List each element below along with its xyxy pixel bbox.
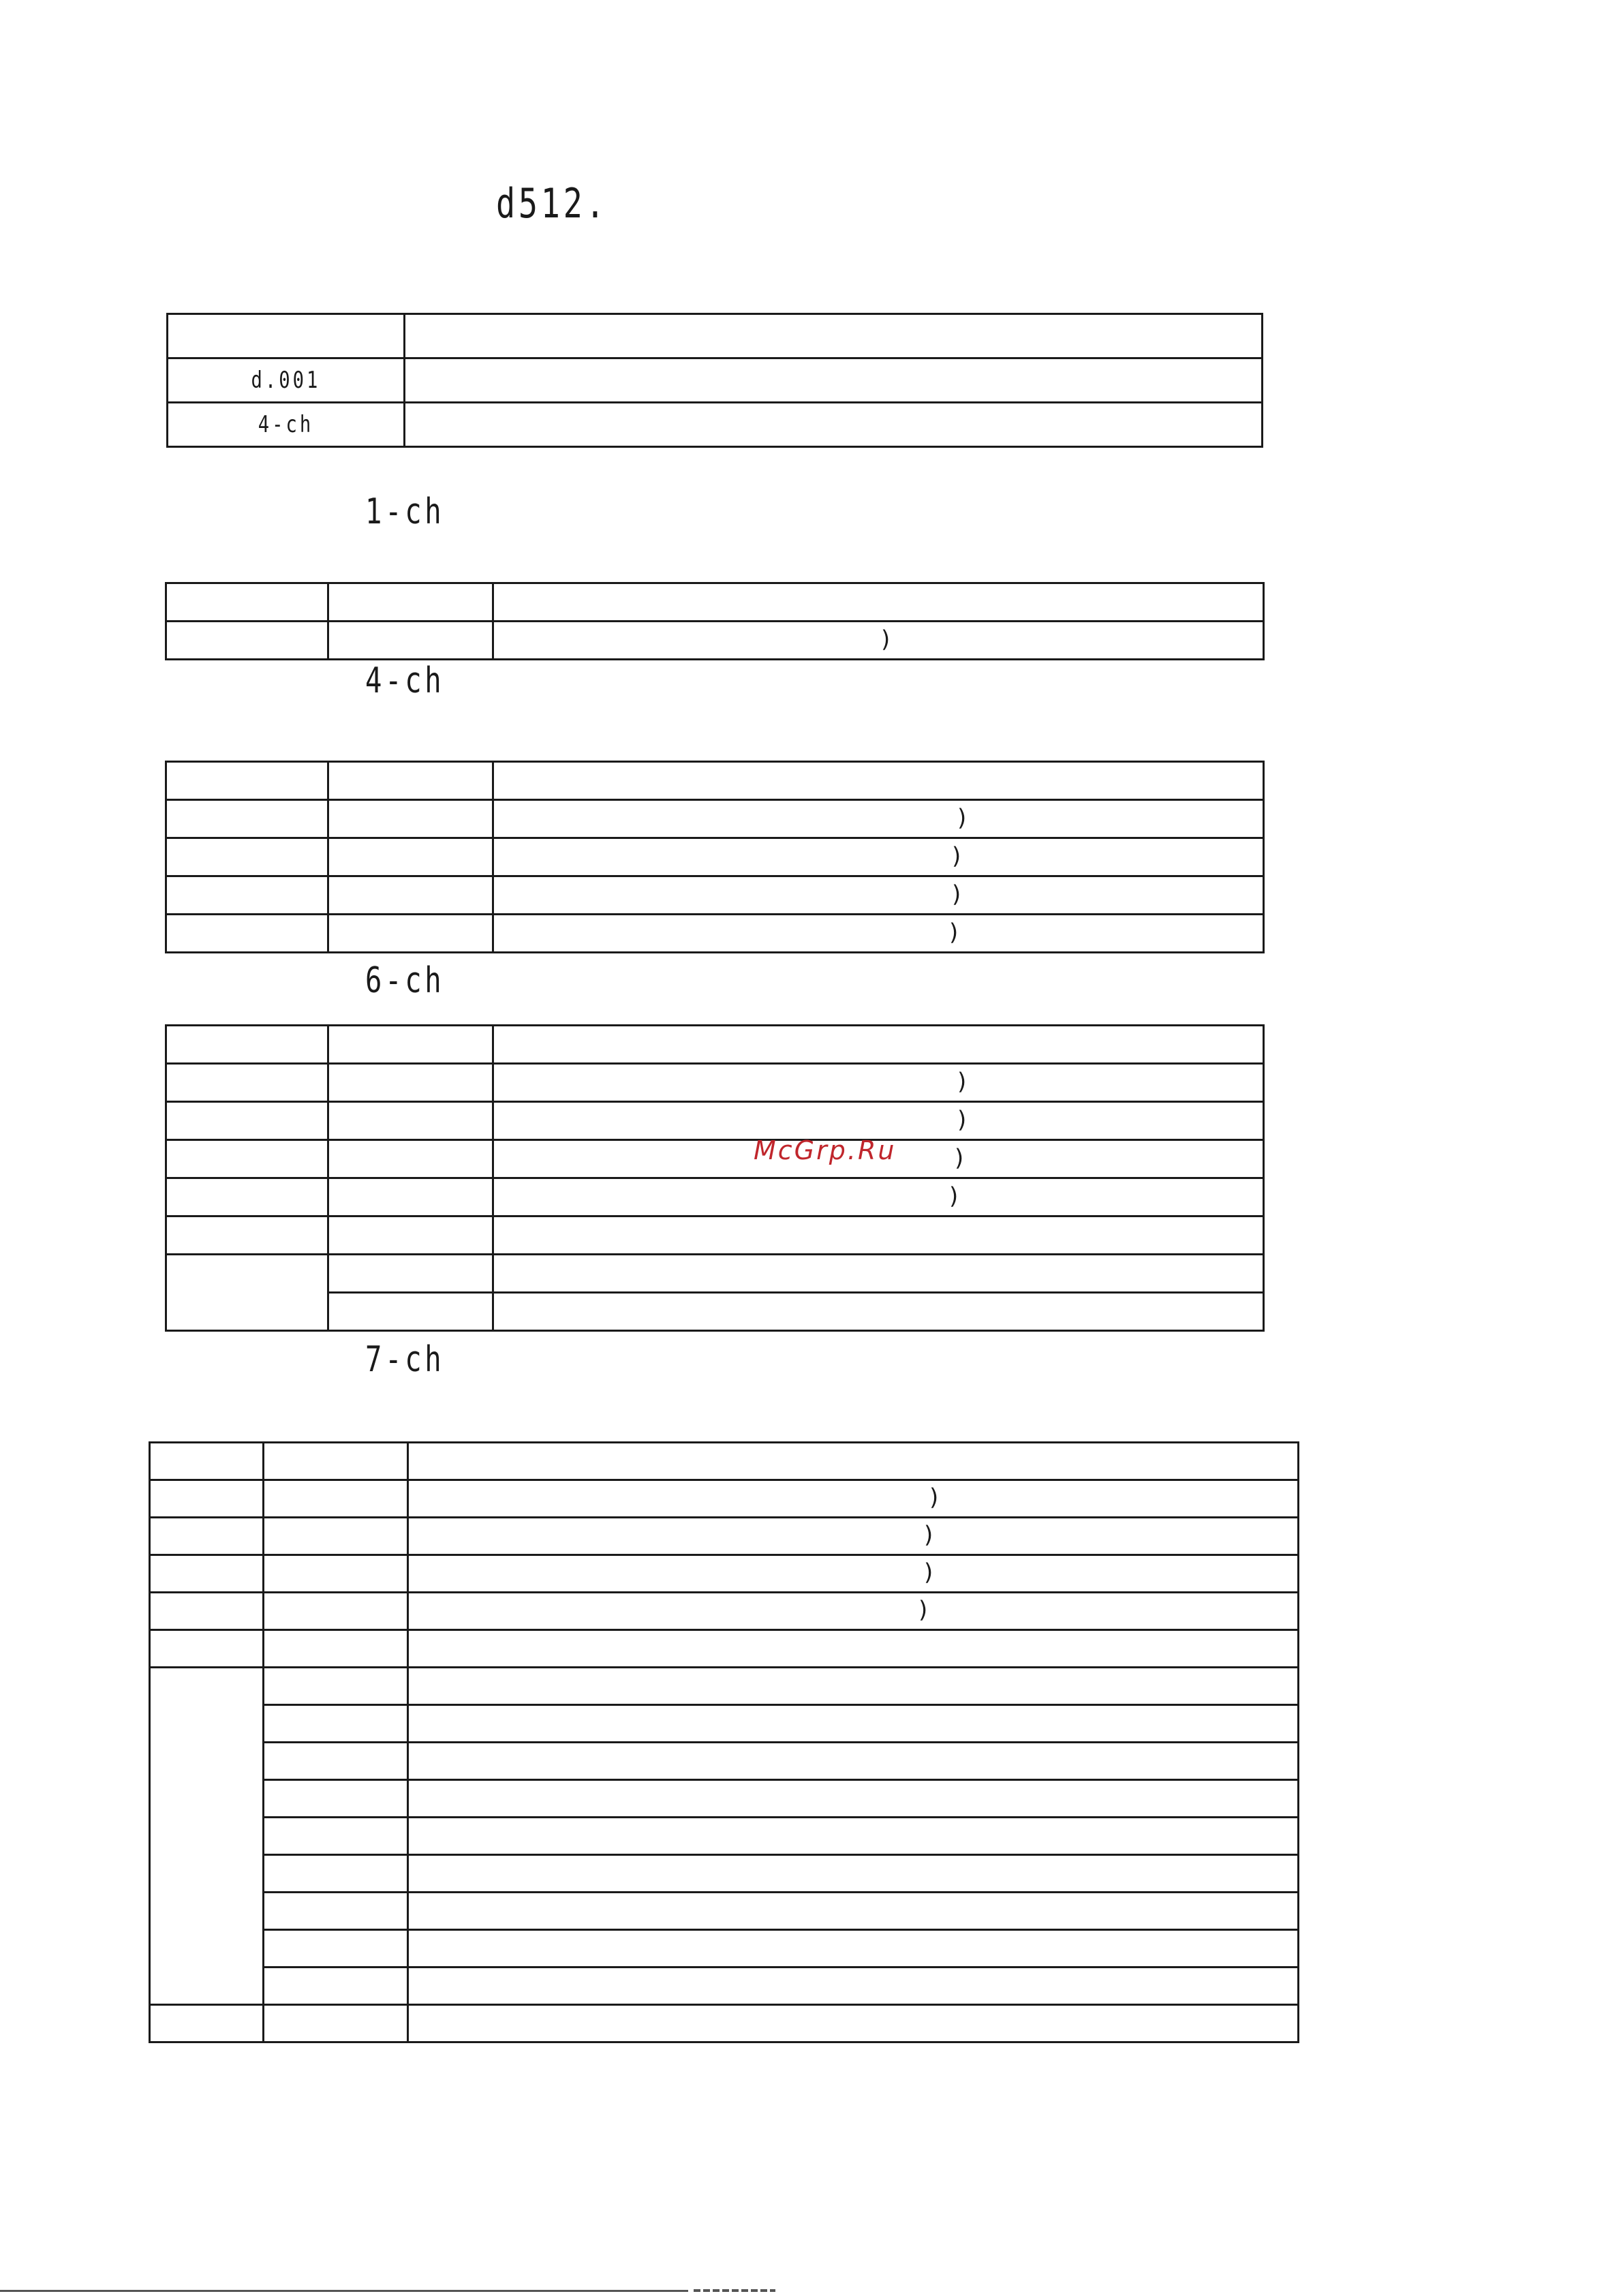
table-row [166, 622, 1264, 660]
table-row [150, 1668, 1299, 1705]
table-row [150, 1855, 1299, 1893]
table-row [166, 915, 1264, 953]
table-row [166, 1178, 1264, 1216]
table-row [150, 1780, 1299, 1818]
footer-rule [0, 2290, 688, 2292]
paren-mark: ) [952, 881, 961, 908]
table-6ch [165, 1024, 1265, 1332]
table-row [166, 1102, 1264, 1140]
paren-mark: ) [957, 1106, 967, 1134]
table-row [166, 1216, 1264, 1255]
paren-mark: ) [957, 1068, 967, 1096]
settings-table [166, 313, 1263, 448]
table-row [150, 1555, 1299, 1593]
table-row [166, 1140, 1264, 1178]
table-row [150, 1968, 1299, 2005]
table-4ch [165, 761, 1265, 953]
table-row [150, 1705, 1299, 1743]
watermark: McGrp.Ru [754, 1135, 897, 1165]
paren-mark: ) [924, 1559, 933, 1587]
table-row [150, 1593, 1299, 1630]
table-row [166, 762, 1264, 800]
paren-mark: ) [955, 1144, 964, 1172]
table-row [150, 2005, 1299, 2042]
table-row [166, 1026, 1264, 1064]
paren-mark: ) [924, 1521, 933, 1549]
table-row [150, 1518, 1299, 1555]
paren-mark: ) [949, 1182, 959, 1210]
channel-mode-display: 4-ch [258, 411, 314, 438]
paren-mark: ) [952, 842, 961, 870]
section-4ch-display: 4-ch [365, 660, 445, 701]
table-row [150, 1743, 1299, 1780]
table-row [150, 1630, 1299, 1668]
table-row [150, 1480, 1299, 1518]
table-7ch [149, 1441, 1299, 2043]
table-row [150, 1818, 1299, 1855]
table-row [168, 403, 1263, 447]
paren-mark: ) [918, 1596, 928, 1624]
table-row [166, 876, 1264, 915]
paren-mark: ) [881, 626, 891, 654]
table-1ch [165, 582, 1265, 660]
section-1ch-display: 1-ch [365, 491, 445, 532]
table-row [150, 1930, 1299, 1968]
paren-mark: ) [957, 804, 967, 832]
section-6ch-display: 6-ch [365, 960, 445, 1001]
table-row [166, 1064, 1264, 1102]
table-row [168, 314, 1263, 358]
table-row [166, 838, 1264, 876]
table-row [166, 583, 1264, 622]
paren-mark: ) [929, 1484, 939, 1512]
table-row [150, 1443, 1299, 1480]
address-display: d.001 [251, 367, 321, 394]
table-row [150, 1893, 1299, 1930]
table-row [166, 1255, 1264, 1293]
paren-mark: ) [949, 919, 959, 947]
table-row [166, 1293, 1264, 1331]
table-row [168, 358, 1263, 403]
table-row [166, 800, 1264, 838]
dmx-mode-display: d512. [496, 180, 608, 228]
section-7ch-display: 7-ch [365, 1339, 445, 1380]
footer-mark [694, 2289, 775, 2292]
